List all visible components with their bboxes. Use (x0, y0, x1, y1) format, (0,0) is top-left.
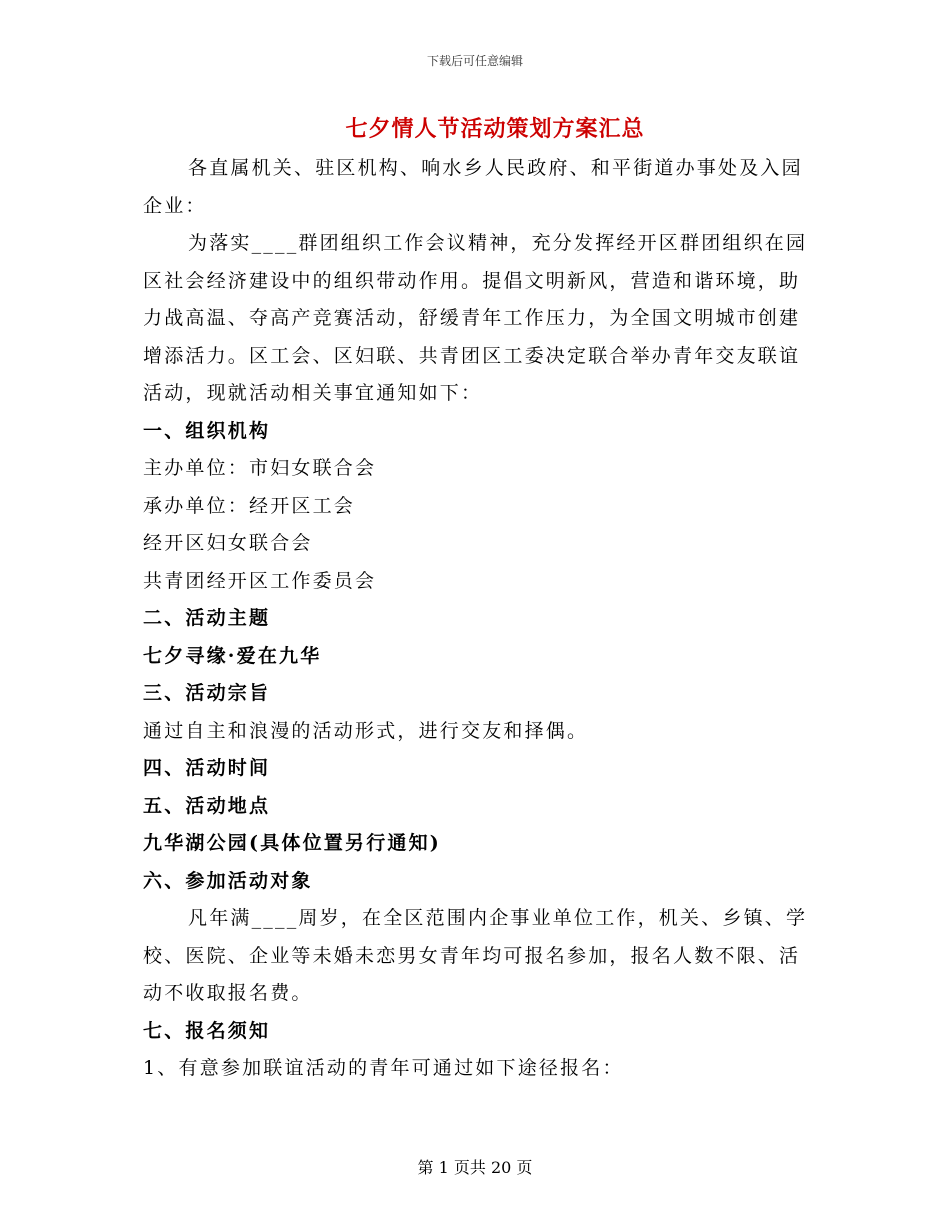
section-heading-location: 五、活动地点 (143, 794, 271, 817)
header-note: 下载后可任意编辑 (426, 54, 523, 68)
undertaker-line-2: 经开区妇女联合会 (143, 532, 313, 554)
participants-paragraph: 凡年满____周岁，在全区范围内企事业单位工作，机关、乡镇、学校、医院、企业等未婚未恋男女青年均可报名参加，报名人数不限、活动不收取报名费。 (143, 907, 808, 1004)
salutation-paragraph: 各直属机关、驻区机构、响水乡人民政府、和平街道办事处及入园企业： (143, 157, 803, 217)
undertaker-line: 承办单位：经开区工会 (143, 494, 356, 517)
page-footer: 第 1 页共 20 页 (417, 1158, 533, 1177)
location-text: 九华湖公园(具体位置另行通知) (143, 832, 441, 854)
theme-text: 七夕寻缘·爱在九华 (143, 644, 322, 667)
document-body (143, 150, 813, 1088)
section-heading-registration: 七、报名须知 (143, 1019, 271, 1042)
purpose-text: 通过自主和浪漫的活动形式，进行交友和择偶。 (143, 719, 589, 742)
section-heading-time: 四、活动时间 (143, 757, 271, 779)
registration-item-1: 1、有意参加联谊活动的青年可通过如下途径报名： (143, 1057, 624, 1079)
section-heading-theme: 二、活动主题 (143, 607, 271, 629)
undertaker-line-3: 共青团经开区工作委员会 (143, 569, 377, 592)
intro-paragraph: 为落实____群团组织工作会议精神，充分发挥经开区群团组织在园区社会经济建设中的组织带动作用。提倡文明新风，营造和谐环境，助力战高温、夺高产竞赛活动，舒缓青年工作压力，为全国文明城市创建增添活力。区工会、区妇联、共青团区工委决定联合举办青年交友联谊活动，现就活动相关事宜通知如下： (143, 232, 808, 404)
section-heading-purpose: 三、活动宗旨 (143, 682, 271, 704)
section-heading-organization: 一、组织机构 (143, 419, 271, 442)
document-title: 七夕情人节活动策划方案汇总 (345, 116, 645, 142)
organizer-line: 主办单位：市妇女联合会 (143, 457, 377, 479)
section-heading-participants: 六、参加活动对象 (143, 869, 313, 892)
